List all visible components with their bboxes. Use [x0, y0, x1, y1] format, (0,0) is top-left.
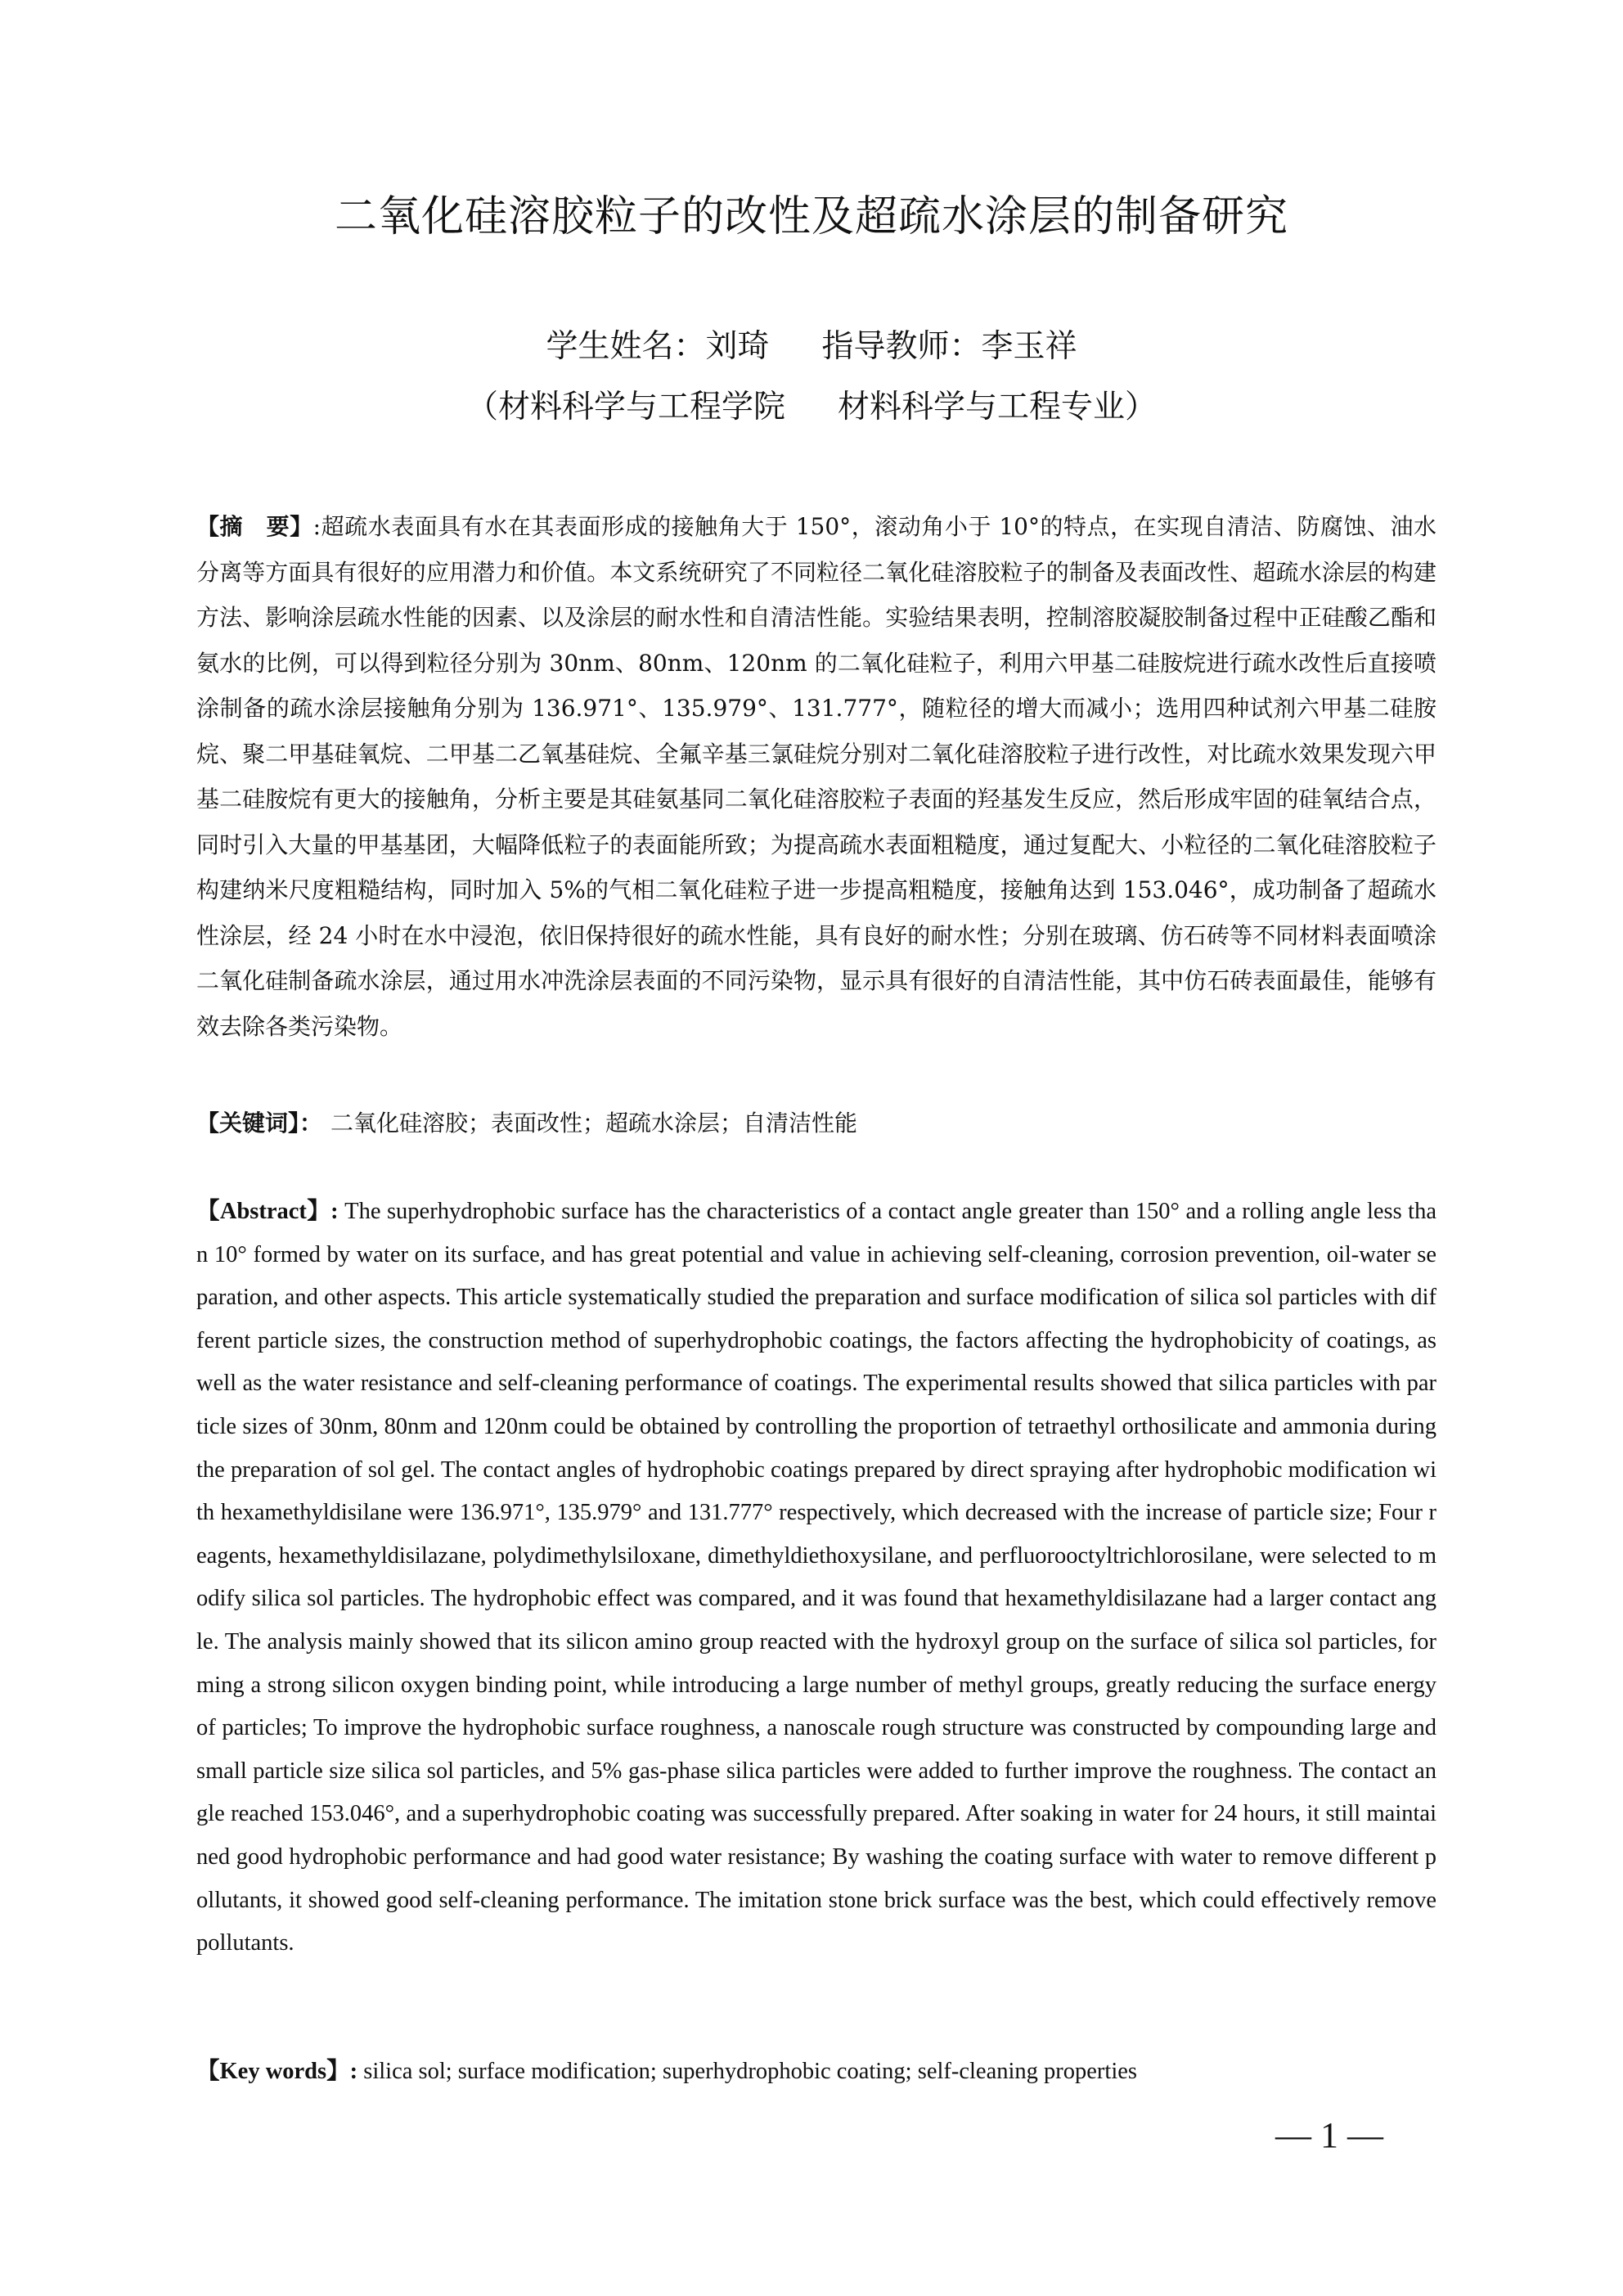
- major-name: 材料科学与工程专业）: [838, 389, 1158, 425]
- paper-title: 二氧化硅溶胶粒子的改性及超疏水涂层的制备研究: [334, 192, 1288, 241]
- chinese-keywords: [196, 1103, 1436, 1144]
- college-name: （材料科学与工程学院: [465, 389, 785, 425]
- english-abstract-text: The superhydrophobic surface has the characteristics of a contact angle greater than 150° and a rolling angle less than 10° formed by water on its surface, and has great potential and value in achieving self-cleaning, corrosion prevention, oil-water separation, and other aspects. This article systematically studied the preparation and surface modification of silica sol particles with different particle sizes, the construction method of superhydrophobic coatings, the factors affecting the hydrophobicity of coatings, as well as the water resistance and self-cleaning performance of coatings. The experimental results showed that silica particles with particle sizes of 30nm, 80nm and 120nm could be obtained by controlling the proportion of tetraethyl orthosilicate and ammonia during the preparation of sol gel. The contact angles of hydrophobic coatings prepared by direct spraying after hydrophobic modification with hexamethyldisilane were 136.971°, 135.979° and 131.777° respectively, which decreased with the increase of particle size; Four reagents, hexamethyldisilazane, polydimethylsiloxane, dimethyldiethoxysilane, and perfluorooctyltrichlorosilane, were selected to modify silica sol particles. The hydrophobic effect was compared, and it was found that hexamethyldisilazane had a larger contact angle. The analysis mainly showed that its silicon amino group reacted with the hydroxyl group on the surface of silica sol particles, forming a strong silicon oxygen binding point, while introducing a large number of methyl groups, greatly reducing the surface energy of particles; To improve the hydrophobic surface roughness, a nanoscale rough structure was constructed by compounding large and small particle size silica sol particles, and 5% gas-phase silica particles were added to further improve the roughness. The contact angle reached 153.046°, and a superhydrophobic coating was successfully prepared. After soaking in water for 24 hours, it still maintained good hydrophobic performance and had good water resistance; By washing the coating surface with water to remove different pollutants, it showed good self-cleaning performance. The imitation stone brick surface was the best, which could effectively remove pollutants.: [196, 1199, 1437, 1956]
- english-abstract: [196, 1191, 1436, 1965]
- chinese-keywords-text: 二氧化硅溶胶；表面改性；超疏水涂层；自清洁性能: [330, 1110, 858, 1137]
- english-keywords-label: 【Key words】:: [196, 2059, 358, 2084]
- chinese-keywords-label: 【关键词】：: [196, 1110, 323, 1137]
- chinese-abstract: [196, 504, 1436, 1049]
- affiliation-line: [0, 381, 1623, 427]
- author-line: [0, 321, 1623, 367]
- student-name: 学生姓名：刘琦: [546, 328, 770, 365]
- english-keywords-text: silica sol; surface modification; superhydrophobic coating; self-cleaning properties: [363, 2059, 1137, 2084]
- page-number: — 1 —: [1275, 2115, 1383, 2155]
- english-keywords: [196, 2054, 1436, 2090]
- english-abstract-label: 【Abstract】:: [196, 1199, 339, 1224]
- chinese-abstract-text: :超疏水表面具有水在其表面形成的接触角大于 150°，滚动角小于 10°的特点，在实现自清洁、防腐蚀、油水分离等方面具有很好的应用潜力和价值。本文系统研究了不同粒径二氧化硅溶胶粒子的制备及表面改性、超疏水涂层的构建方法、影响涂层疏水性能的因素、以及涂层的耐水性和自清洁性能。实验结果表明，控制溶胶凝胶制备过程中正硅酸乙酯和氨水的比例，可以得到粒径分别为 30nm、80nm、120nm 的二氧化硅粒子，利用六甲基二硅胺烷进行疏水改性后直接喷涂制备的疏水涂层接触角分别为 136.971°、135.979°、131.777°，随粒径的增大而减小；选用四种试剂六甲基二硅胺烷、聚二甲基硅氧烷、二甲基二乙氧基硅烷、全氟辛基三氯硅烷分别对二氧化硅溶胶粒子进行改性，对比疏水效果发现六甲基二硅胺烷有更大的接触角，分析主要是其硅氨基同二氧化硅溶胶粒子表面的羟基发生反应，然后形成牢固的硅氧结合点，同时引入大量的甲基基团，大幅降低粒子的表面能所致；为提高疏水表面粗糙度，通过复配大、小粒径的二氧化硅溶胶粒子构建纳米尺度粗糙结构，同时加入 5%的气相二氧化硅粒子进一步提高粗糙度，接触角达到 153.046°，成功制备了超疏水性涂层，经 24 小时在水中浸泡，依旧保持很好的疏水性能，具有良好的耐水性；分别在玻璃、仿石砖等不同材料表面喷涂二氧化硅制备疏水涂层，通过用水冲洗涂层表面的不同污染物，显示具有很好的自清洁性能，其中仿石砖表面最佳，能够有效去除各类污染物。: [196, 513, 1436, 1040]
- advisor-name: 指导教师：李玉祥: [821, 328, 1077, 365]
- chinese-abstract-label: 【摘 要】: [196, 513, 313, 540]
